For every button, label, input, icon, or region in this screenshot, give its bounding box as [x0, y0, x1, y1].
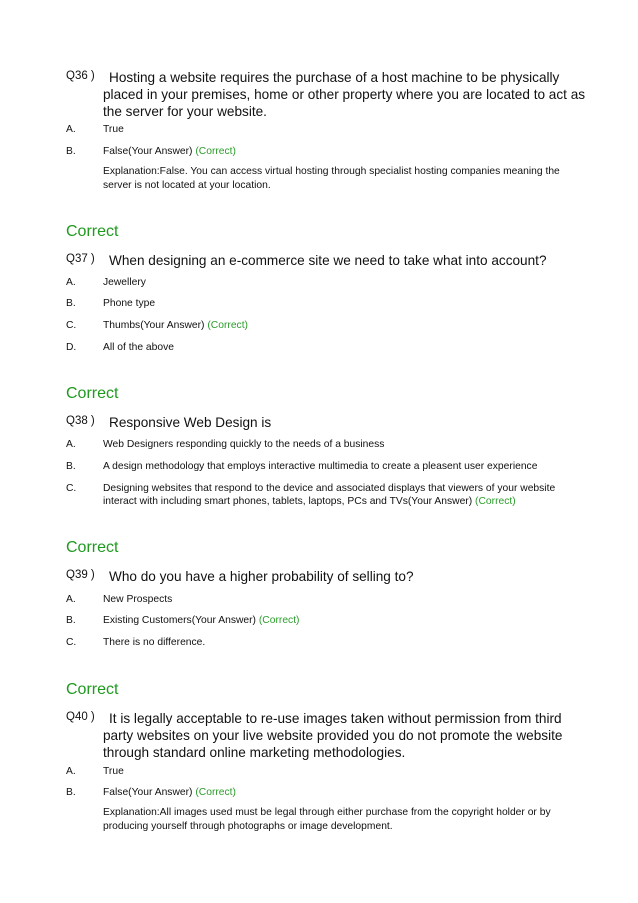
correct-mark: (Correct): [195, 146, 236, 157]
explanation-text: Explanation:False. You can access virtual hosting through specialist hosting companies meaning the server is not located at your location.: [103, 166, 560, 191]
question-header: [66, 568, 586, 585]
option-letter: C.: [66, 483, 77, 494]
option-item: [66, 123, 586, 136]
option-letter: A.: [66, 277, 76, 288]
result-correct-label: Correct: [66, 539, 119, 556]
option-text: New Prospects: [103, 594, 173, 605]
explanation-text: Explanation:All images used must be legal through either purchase from the copyright holder or by producing yourself through photographs or image development.: [103, 807, 551, 832]
correct-mark: (Correct): [195, 787, 236, 798]
option-letter: A.: [66, 594, 76, 605]
option-text: Designing websites that respond to the device and associated displays that viewers of your website interact with including smart phones, tablets, laptops, PCs and TVs(Your Answer): [103, 483, 556, 507]
question-text: When designing an e-commerce site we need to take what into account?: [109, 253, 547, 268]
option-text: Thumbs(Your Answer): [103, 320, 205, 331]
option-item: [66, 341, 586, 354]
question-header: [66, 69, 586, 120]
option-text: All of the above: [103, 342, 174, 353]
option-text: Phone type: [103, 298, 156, 309]
option-item: [66, 636, 586, 649]
question-text: Hosting a website requires the purchase of a host machine to be physically placed in your premises, home or other property where you are located to act as the server for your website.: [103, 70, 586, 119]
question-number: Q39 ): [66, 569, 95, 581]
option-item: [66, 482, 586, 508]
option-text: Existing Customers(Your Answer): [103, 615, 256, 626]
question-text: Responsive Web Design is: [109, 415, 272, 430]
result-correct-label: Correct: [66, 385, 119, 402]
question-header: [66, 414, 586, 431]
option-text: True: [103, 124, 124, 135]
option-letter: B.: [66, 298, 76, 309]
option-text: True: [103, 766, 124, 777]
question-number: Q40 ): [66, 711, 95, 723]
option-letter: D.: [66, 342, 77, 353]
question-text: Who do you have a higher probability of selling to?: [109, 569, 414, 584]
option-item: [66, 319, 586, 332]
option-text: There is no difference.: [103, 637, 206, 648]
question-text: It is legally acceptable to re-use images taken without permission from third party websites on your live website provided you do not promote the website through standard online marketing methodologies.: [103, 711, 563, 760]
question-number: Q36 ): [66, 70, 95, 82]
question-number: Q38 ): [66, 415, 95, 427]
option-item: [66, 593, 586, 606]
option-letter: B.: [66, 787, 76, 798]
correct-mark: (Correct): [475, 496, 516, 507]
correct-mark: (Correct): [207, 320, 248, 331]
option-item: [66, 765, 586, 778]
result-correct-label: Correct: [66, 681, 119, 698]
option-letter: A.: [66, 124, 76, 135]
correct-mark: (Correct): [258, 615, 300, 626]
option-text: Web Designers responding quickly to the needs of a business: [103, 439, 385, 450]
option-item: [66, 460, 586, 473]
option-letter: B.: [66, 146, 76, 157]
question-header: [66, 710, 586, 761]
option-letter: A.: [66, 766, 76, 777]
option-item: [66, 297, 586, 310]
question-number: Q37 ): [66, 253, 95, 265]
option-text: Jewellery: [103, 277, 146, 288]
option-item: [66, 438, 586, 451]
option-letter: B.: [66, 615, 76, 626]
option-text: False(Your Answer): [103, 787, 193, 798]
option-item: [66, 145, 586, 158]
option-letter: A.: [66, 439, 76, 450]
option-letter: B.: [66, 461, 76, 472]
option-item: [66, 276, 586, 289]
question-header: [66, 252, 586, 269]
option-letter: C.: [66, 637, 77, 648]
result-correct-label: Correct: [66, 223, 119, 240]
option-letter: C.: [66, 320, 77, 331]
option-text: A design methodology that employs interactive multimedia to create a pleasent user experience: [103, 461, 538, 472]
option-item: [66, 614, 586, 627]
option-item: [66, 786, 586, 799]
option-text: False(Your Answer): [103, 146, 193, 157]
